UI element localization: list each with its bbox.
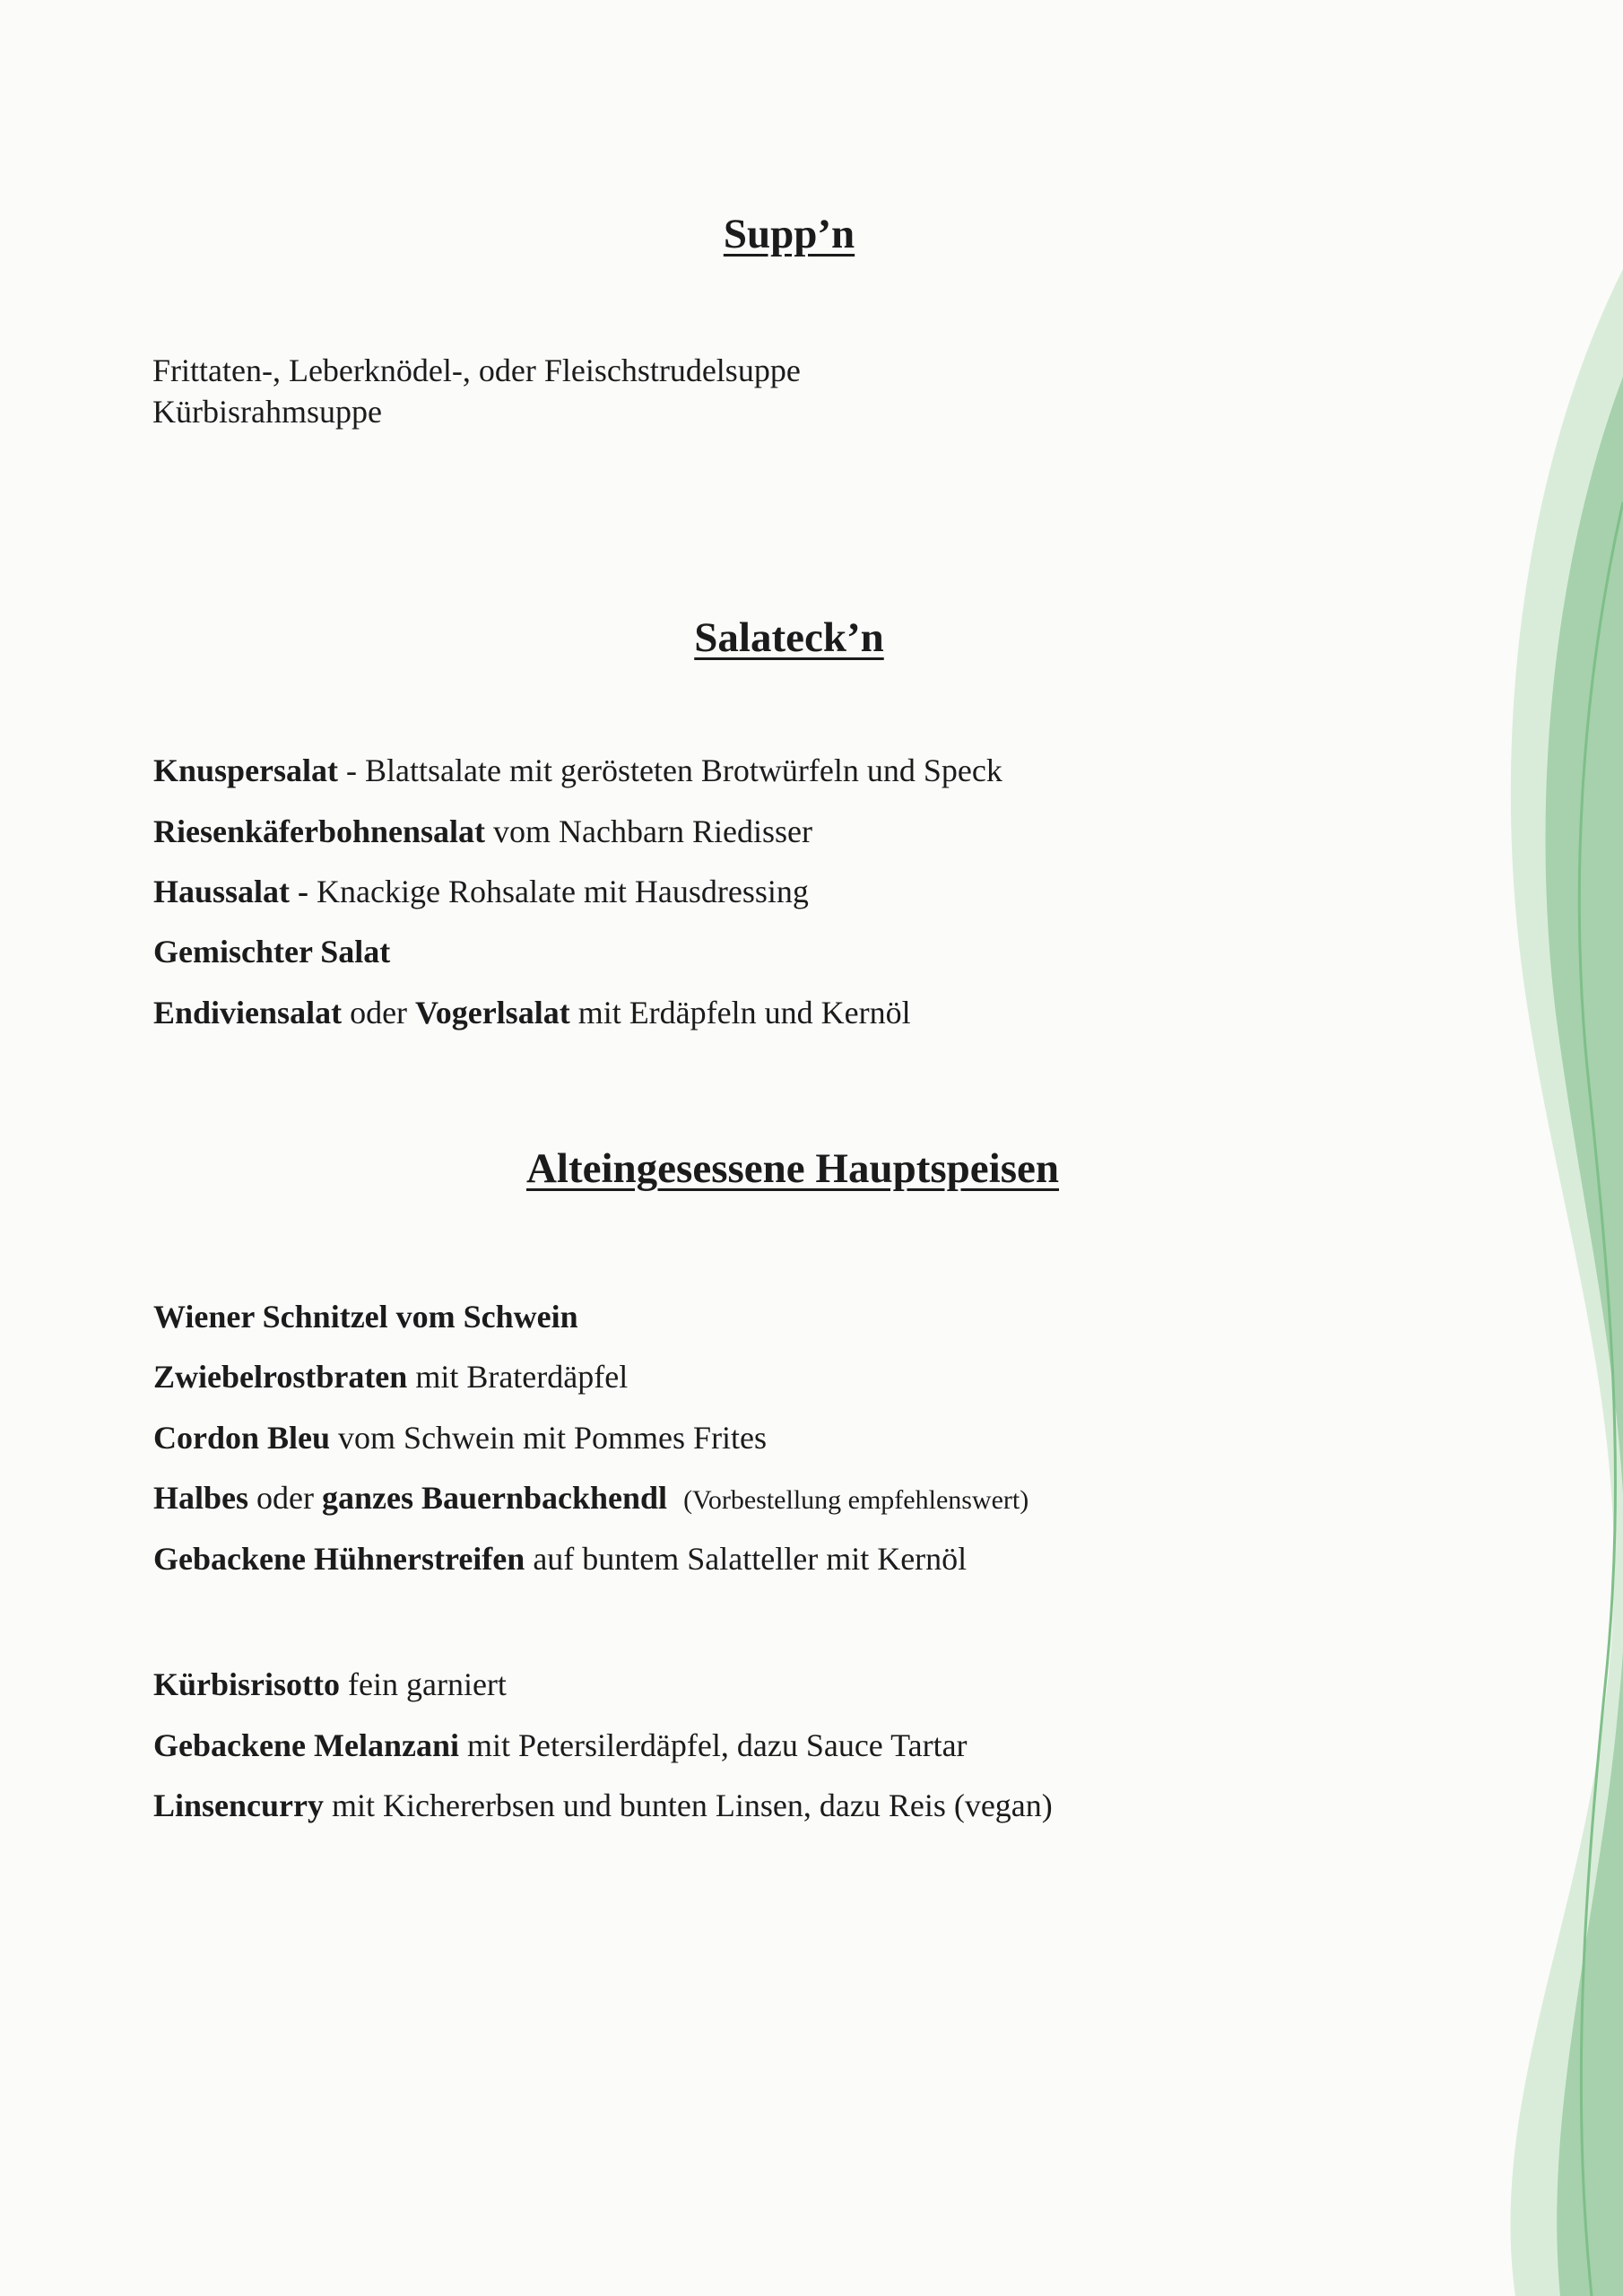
menu-item-name: Kürbisrisotto [153,1666,341,1702]
menu-item-name: Riesenkäferbohnensalat [153,813,486,849]
soup-item: Kürbisrahmsuppe [152,394,382,430]
menu-item-desc: - Blattsalate mit gerösteten Brotwürfeln und Speck [338,752,1002,788]
menu-item-name: Knuspersalat [153,752,339,788]
menu-item-desc: mit Kichererbsen und bunten Linsen, dazu Reis (vegan) [324,1787,1053,1823]
menu-item [153,994,911,1031]
menu-item-desc: vom Schwein mit Pommes Frites [330,1420,768,1456]
menu-item-connector: oder [248,1480,322,1516]
menu-item [153,1479,1028,1517]
section-heading-salads: Salateck’n [694,614,884,661]
soup-list [152,350,801,432]
menu-item-desc: mit Braterdäpfel [407,1359,629,1395]
menu-item-name: Halbes [153,1480,249,1516]
soup-item: Frittaten-, Leberknödel-, oder Fleischstrudelsuppe [152,352,801,388]
menu-item [153,1298,578,1335]
menu-item [153,1787,1053,1824]
menu-item [153,873,809,910]
menu-item-desc: Knackige Rohsalate mit Hausdressing [308,874,809,909]
menu-item [153,933,390,970]
menu-item [153,1726,968,1764]
section-heading-soups: Supp’n [723,211,855,257]
menu-item-desc: mit Petersilerdäpfel, dazu Sauce Tartar [458,1727,968,1763]
menu-item-desc: vom Nachbarn Riedisser [485,813,812,849]
menu-item-name: Cordon Bleu [153,1420,331,1456]
menu-item [153,1419,767,1457]
menu-item-name: Gebackene Melanzani [153,1727,459,1763]
menu-item-connector: oder [342,995,416,1031]
menu-item-desc: auf buntem Salatteller mit Kernöl [525,1541,968,1577]
menu-item [153,1540,967,1578]
menu-item-name-2: ganzes Bauernbackhendl [321,1480,668,1516]
menu-item [153,1665,507,1703]
menu-item-desc: fein garniert [340,1666,507,1702]
menu-item-name: Gemischter Salat [153,934,391,970]
menu-item-name: Zwiebelrostbraten [153,1359,408,1395]
menu-item-name: Linsencurry [153,1787,325,1823]
menu-item [153,813,812,850]
menu-item-name: Endiviensalat [153,995,343,1031]
menu-item-note: (Vorbestellung empfehlenswert) [683,1485,1029,1515]
menu-item [153,1358,628,1396]
menu-item-name: Haussalat - [153,874,309,909]
section-heading-mains: Alteingesessene Hauptspeisen [525,1145,1060,1192]
menu-item-name: Gebackene Hühnerstreifen [153,1541,525,1577]
menu-item [153,752,1002,789]
menu-item-name: Wiener Schnitzel vom Schwein [153,1299,578,1335]
menu-item-name-2: Vogerlsalat [415,995,570,1031]
menu-item-desc: mit Erdäpfeln und Kernöl [569,995,911,1031]
